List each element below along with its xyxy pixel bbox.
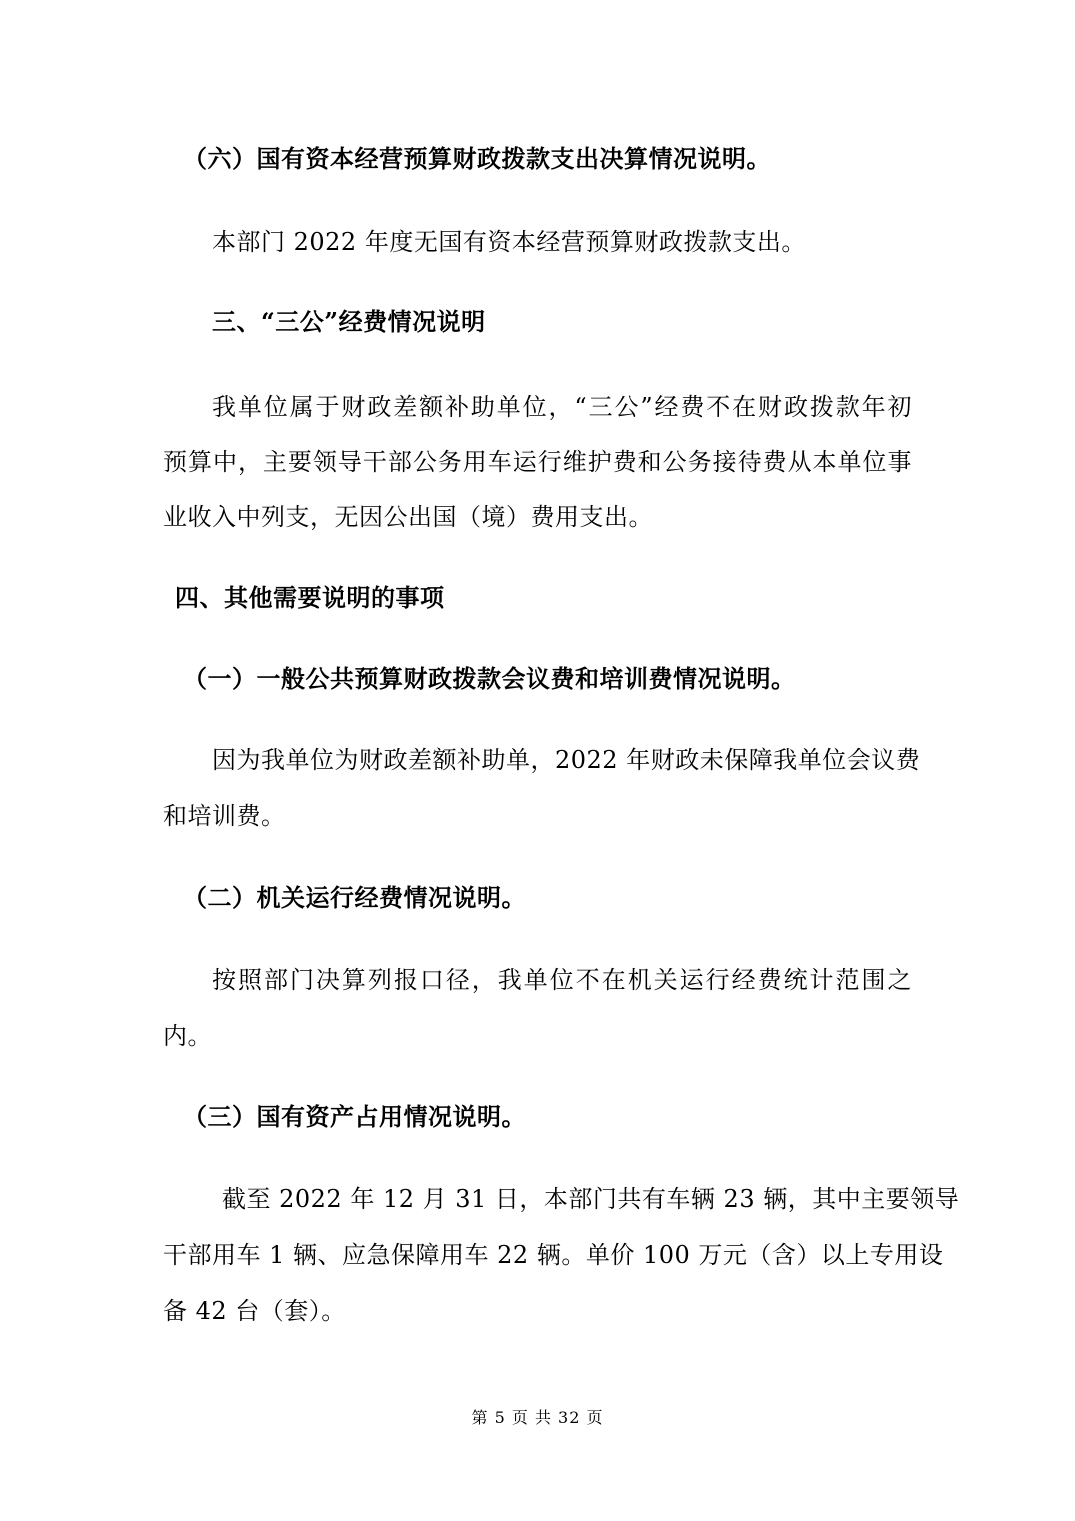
section-heading-state-assets: （三）国有资产占用情况说明。: [183, 1102, 526, 1131]
paragraph-state-assets-line-3: 备 42 台（套）。: [163, 1297, 346, 1325]
paragraph-operating-expenses-line-1: 按照部门决算列报口径，我单位不在机关运行经费统计范围之: [212, 966, 912, 994]
section-heading-operating-expenses: （二）机关运行经费情况说明。: [183, 883, 526, 912]
paragraph-meeting-training-line-1: 因为我单位为财政差额补助单，2022 年财政未保障我单位会议费: [212, 746, 921, 774]
paragraph-three-public-line-2: 预算中，主要领导干部公务用车运行维护费和公务接待费从本单位事: [163, 448, 912, 476]
paragraph-state-assets-line-1: 截至 2022 年 12 月 31 日，本部门共有车辆 23 辆，其中主要领导: [222, 1185, 960, 1213]
paragraph-state-assets-line-2: 干部用车 1 辆、应急保障用车 22 辆。单价 100 万元（含）以上专用设: [163, 1241, 944, 1269]
paragraph-meeting-training-line-2: 和培训费。: [163, 802, 286, 830]
paragraph-state-capital-budget: 本部门 2022 年度无国有资本经营预算财政拨款支出。: [212, 228, 806, 256]
paragraph-three-public-line-1: 我单位属于财政差额补助单位，“三公”经费不在财政拨款年初: [212, 393, 912, 421]
paragraph-three-public-line-3: 业收入中列支，无因公出国（境）费用支出。: [163, 503, 653, 531]
section-heading-three-public-expenses: 三、“三公”经费情况说明: [212, 307, 486, 336]
section-heading-other-matters: 四、其他需要说明的事项: [175, 583, 445, 612]
paragraph-operating-expenses-line-2: 内。: [163, 1022, 212, 1050]
section-heading-state-capital-budget: （六）国有资本经营预算财政拨款支出决算情况说明。: [183, 144, 771, 173]
page-number-footer: 第 5 页 共 32 页: [471, 1408, 604, 1427]
section-heading-meeting-training-fees: （一）一般公共预算财政拨款会议费和培训费情况说明。: [183, 664, 796, 693]
